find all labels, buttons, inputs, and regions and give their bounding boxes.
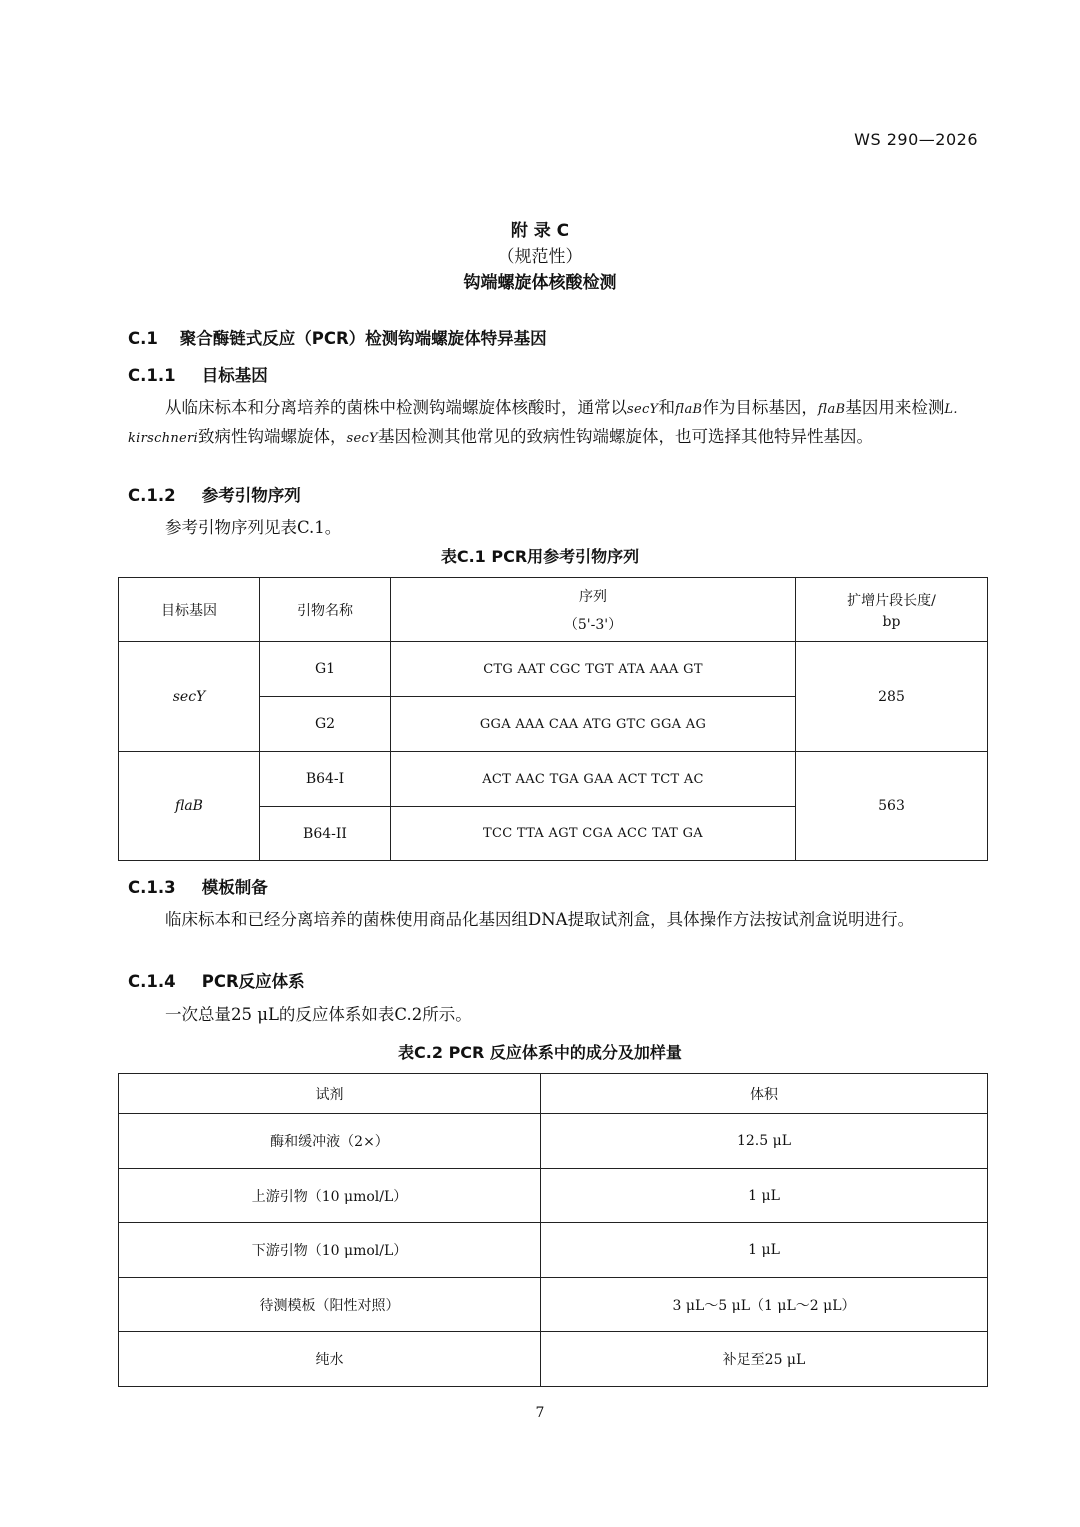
gene-cell: flaB xyxy=(119,752,260,861)
sequence-cell: TCC TTA AGT CGA ACC TAT GA xyxy=(391,807,796,861)
table-c1-caption: 表C.1 PCR用参考引物序列 xyxy=(440,547,640,566)
primer-table xyxy=(118,577,988,861)
section-number: C.1.3 xyxy=(128,878,176,897)
section-number: C.1.1 xyxy=(128,366,176,385)
section-c11-heading xyxy=(128,362,268,386)
sequence-cell: ACT AAC TGA GAA ACT TCT AC xyxy=(391,752,796,807)
gene-cell: secY xyxy=(119,642,260,752)
header-primer: 引物名称 xyxy=(260,578,391,642)
table-row xyxy=(119,642,988,697)
primer-cell: G2 xyxy=(260,697,391,752)
header-volume: 体积 xyxy=(541,1074,988,1114)
table-row xyxy=(119,1223,988,1278)
reagent-cell: 下游引物（10 μmol/L） xyxy=(119,1223,541,1278)
section-c13-paragraph: 临床标本和已经分离培养的菌株使用商品化基因组DNA提取试剂盒，具体操作方法按试剂盒说明进行。 xyxy=(165,910,915,929)
table-header-row xyxy=(119,1074,988,1114)
section-number: C.1 xyxy=(128,329,158,348)
section-c14-paragraph: 一次总量25 μL的反应体系如表C.2所示。 xyxy=(165,1005,472,1024)
volume-cell: 1 μL xyxy=(541,1169,988,1223)
page-number: 7 xyxy=(535,1405,545,1421)
volume-cell: 3 μL～5 μL（1 μL～2 μL） xyxy=(541,1278,988,1332)
length-cell: 285 xyxy=(796,642,988,752)
reagent-cell: 纯水 xyxy=(119,1332,541,1387)
volume-cell: 12.5 μL xyxy=(541,1114,988,1169)
volume-cell: 补足至25 μL xyxy=(541,1332,988,1387)
header-reagent: 试剂 xyxy=(119,1074,541,1114)
sequence-cell: CTG AAT CGC TGT ATA AAA GT xyxy=(391,642,796,697)
table-row xyxy=(119,1278,988,1332)
section-c13-heading xyxy=(128,874,268,898)
annex-name: 钩端螺旋体核酸检测 xyxy=(463,273,617,293)
section-c12-paragraph: 参考引物序列见表C.1。 xyxy=(165,518,342,537)
header-sequence: 序列 （5'-3'） xyxy=(391,578,796,642)
section-title: PCR反应体系 xyxy=(201,972,305,991)
document-number: WS 290—2026 xyxy=(854,130,978,149)
volume-cell: 1 μL xyxy=(541,1223,988,1278)
section-title: 目标基因 xyxy=(201,366,268,385)
section-number: C.1.4 xyxy=(128,972,176,991)
reagent-cell: 酶和缓冲液（2×） xyxy=(119,1114,541,1169)
sequence-cell: GGA AAA CAA ATG GTC GGA AG xyxy=(391,697,796,752)
section-c12-heading xyxy=(128,482,301,506)
section-c1-heading xyxy=(128,325,547,349)
section-title: 聚合酶链式反应（PCR）检测钩端螺旋体特异基因 xyxy=(179,329,547,348)
section-title: 模板制备 xyxy=(201,878,268,897)
table-row xyxy=(119,752,988,807)
section-number: C.1.2 xyxy=(128,486,176,505)
primer-cell: B64-II xyxy=(260,807,391,861)
annex-type: （规范性） xyxy=(497,247,583,267)
primer-cell: B64-I xyxy=(260,752,391,807)
annex-title-block xyxy=(0,218,1080,296)
table-row xyxy=(119,1169,988,1223)
section-c14-heading xyxy=(128,968,305,992)
reagent-cell: 待测模板（阳性对照） xyxy=(119,1278,541,1332)
table-row xyxy=(119,1114,988,1169)
table-c2-caption: 表C.2 PCR 反应体系中的成分及加样量 xyxy=(398,1043,682,1062)
header-length: 扩增片段长度/ bp xyxy=(796,578,988,642)
annex-label: 附 录 C xyxy=(510,221,570,241)
reagent-cell: 上游引物（10 μmol/L） xyxy=(119,1169,541,1223)
length-cell: 563 xyxy=(796,752,988,861)
table-header-row xyxy=(119,578,988,642)
section-c11-paragraph: 从临床标本和分离培养的菌株中检测钩端螺旋体核酸时，通常以secY和flaB作为目标基因，flaB基因用来检测L. kirschneri致病性钩端螺旋体，secY基因检测其他常见的致病性钩端螺旋体，也可选择其他特异性基因。 xyxy=(128,398,958,446)
table-row xyxy=(119,1332,988,1387)
reaction-table xyxy=(118,1073,988,1387)
header-gene: 目标基因 xyxy=(119,578,260,642)
section-title: 参考引物序列 xyxy=(201,486,301,505)
primer-cell: G1 xyxy=(260,642,391,697)
